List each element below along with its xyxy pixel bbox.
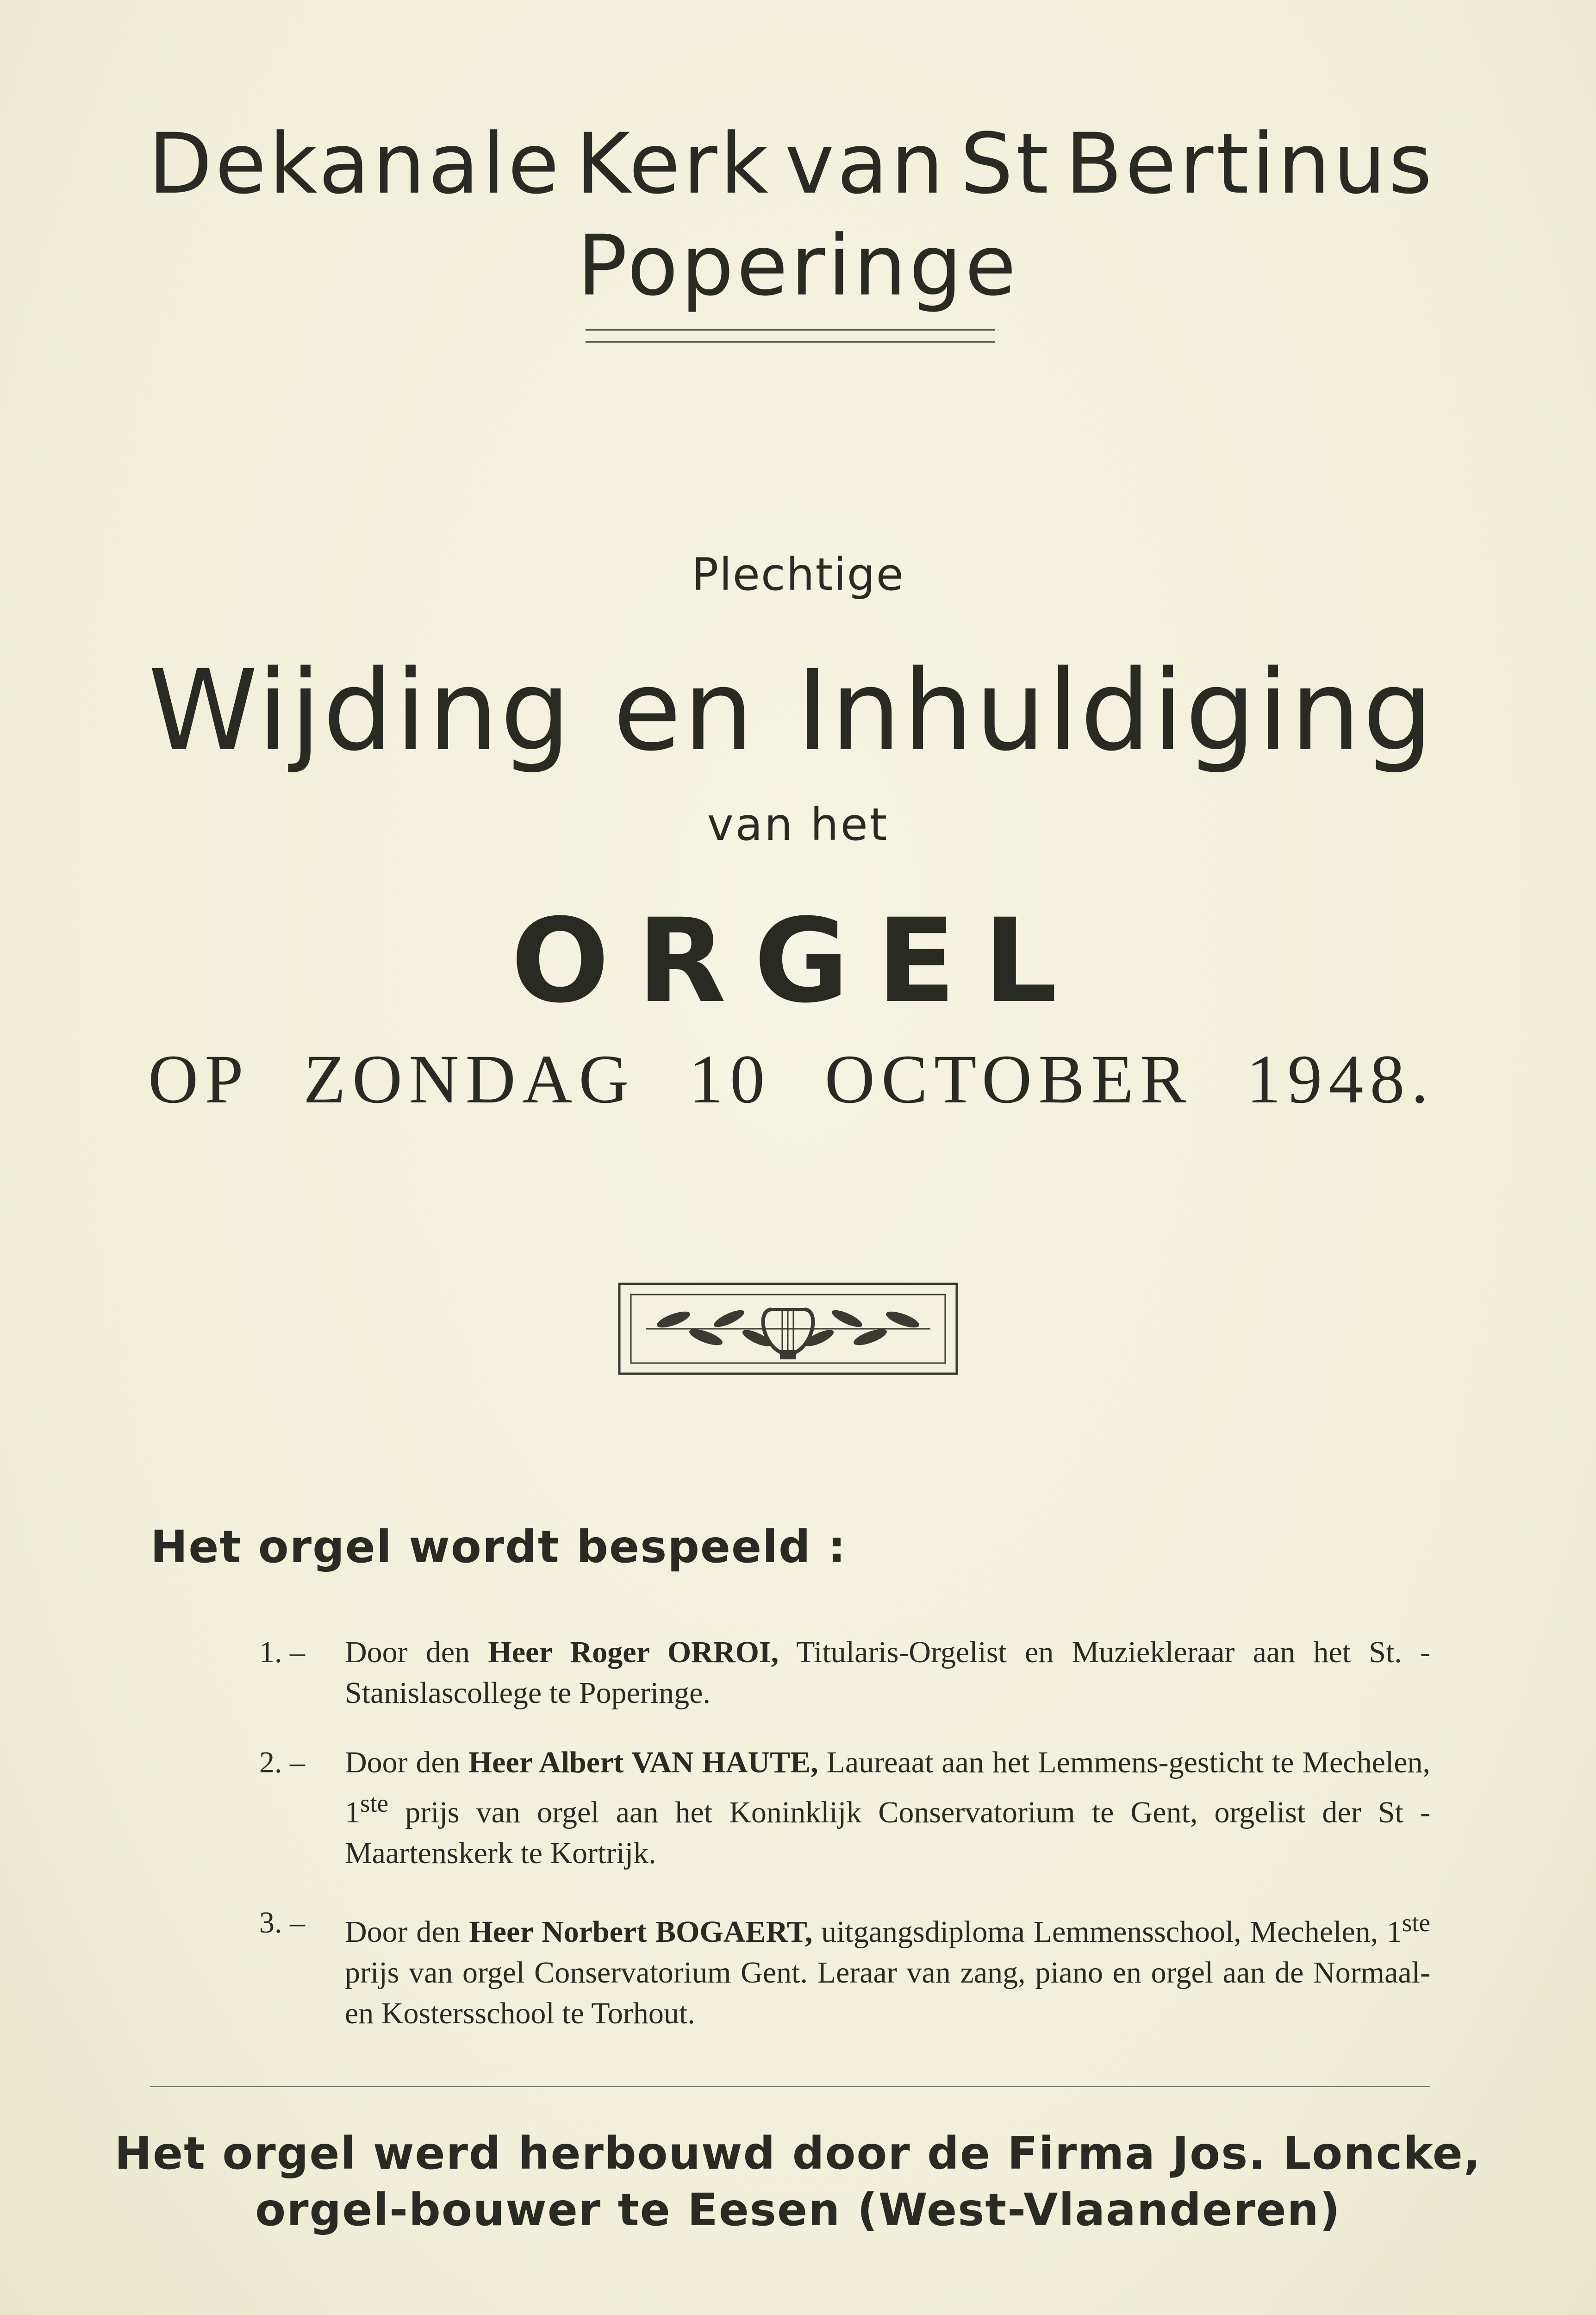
church-word: Kerk [575,116,771,213]
builder-line-2: orgel-bouwer te Eesen (West-Vlaanderen) [255,2184,1341,2236]
church-name [148,116,1435,213]
date-word: OP [148,1041,250,1118]
performer-name: Heer Roger ORROI, [488,1635,779,1669]
main-title [148,646,1435,776]
lyre-laurel-ornament-icon [618,1283,958,1375]
title-word: Wijding [148,646,573,776]
performer-name: Heer Norbert BOGAERT, [469,1915,813,1949]
item-lead: Door den [345,1915,461,1949]
performer-desc: uitgangsdiploma Lemmensschool, Mechelen, 1 [821,1915,1402,1949]
list-item [259,1902,1430,2034]
event-date [148,1039,1435,1119]
performer-desc-cont: prijs van orgel Conservatorium Gent. Leraar van zang, piano en orgel aan de Normaal- en Kostersschool te Torhout. [345,1956,1430,2030]
church-word: Bertinus [1065,116,1435,213]
performer-desc-cont: prijs van orgel aan het Koninklijk Conservatorium te Gent, orgelist der St - Maartenskerk te Kortrijk. [345,1796,1430,1870]
orgel-title: ORGEL [511,894,1085,1028]
list-item [259,1632,1430,1714]
item-number: 1. – [259,1635,305,1669]
performers-list [259,1632,1430,2063]
builder-line-1: Het orgel werd herbouwd door de Firma Jos. Loncke, [114,2127,1482,2179]
title-word: en [613,646,756,776]
church-word: St [960,116,1052,213]
performers-heading: Het orgel wordt bespeeld : [150,1521,847,1573]
performer-name: Heer Albert VAN HAUTE, [468,1746,818,1779]
date-word: ZONDAG [303,1041,636,1118]
pre-title: Plechtige [692,549,904,601]
item-lead: Door den [345,1635,470,1669]
header-rule-bottom [586,341,995,343]
list-item [259,1742,1430,1874]
ordinal-suffix: ste [1402,1908,1431,1937]
date-word: 1948. [1246,1041,1435,1118]
title-word: Inhuldiging [796,646,1435,776]
item-lead: Door den [345,1746,460,1779]
performer-desc: Laureaat aan het Lemmens-gesticht te Mechelen, 1 [345,1746,1431,1829]
header-rule-top [586,329,995,331]
ordinal-suffix: ste [360,1789,389,1817]
performer-desc: Titularis-Orgelist en Muziekleraar aan het St. - Stanislascollege te Poperinge. [345,1635,1430,1710]
mid-title: van het [707,799,889,851]
church-word: van [785,116,947,213]
date-word: 10 [689,1041,772,1118]
church-word: Dekanale [148,116,562,213]
footer-divider [150,2086,1430,2087]
item-number: 2. – [259,1746,305,1779]
date-word: OCTOBER [824,1041,1193,1118]
item-number: 3. – [259,1906,305,1940]
place-name: Poperinge [577,218,1019,314]
